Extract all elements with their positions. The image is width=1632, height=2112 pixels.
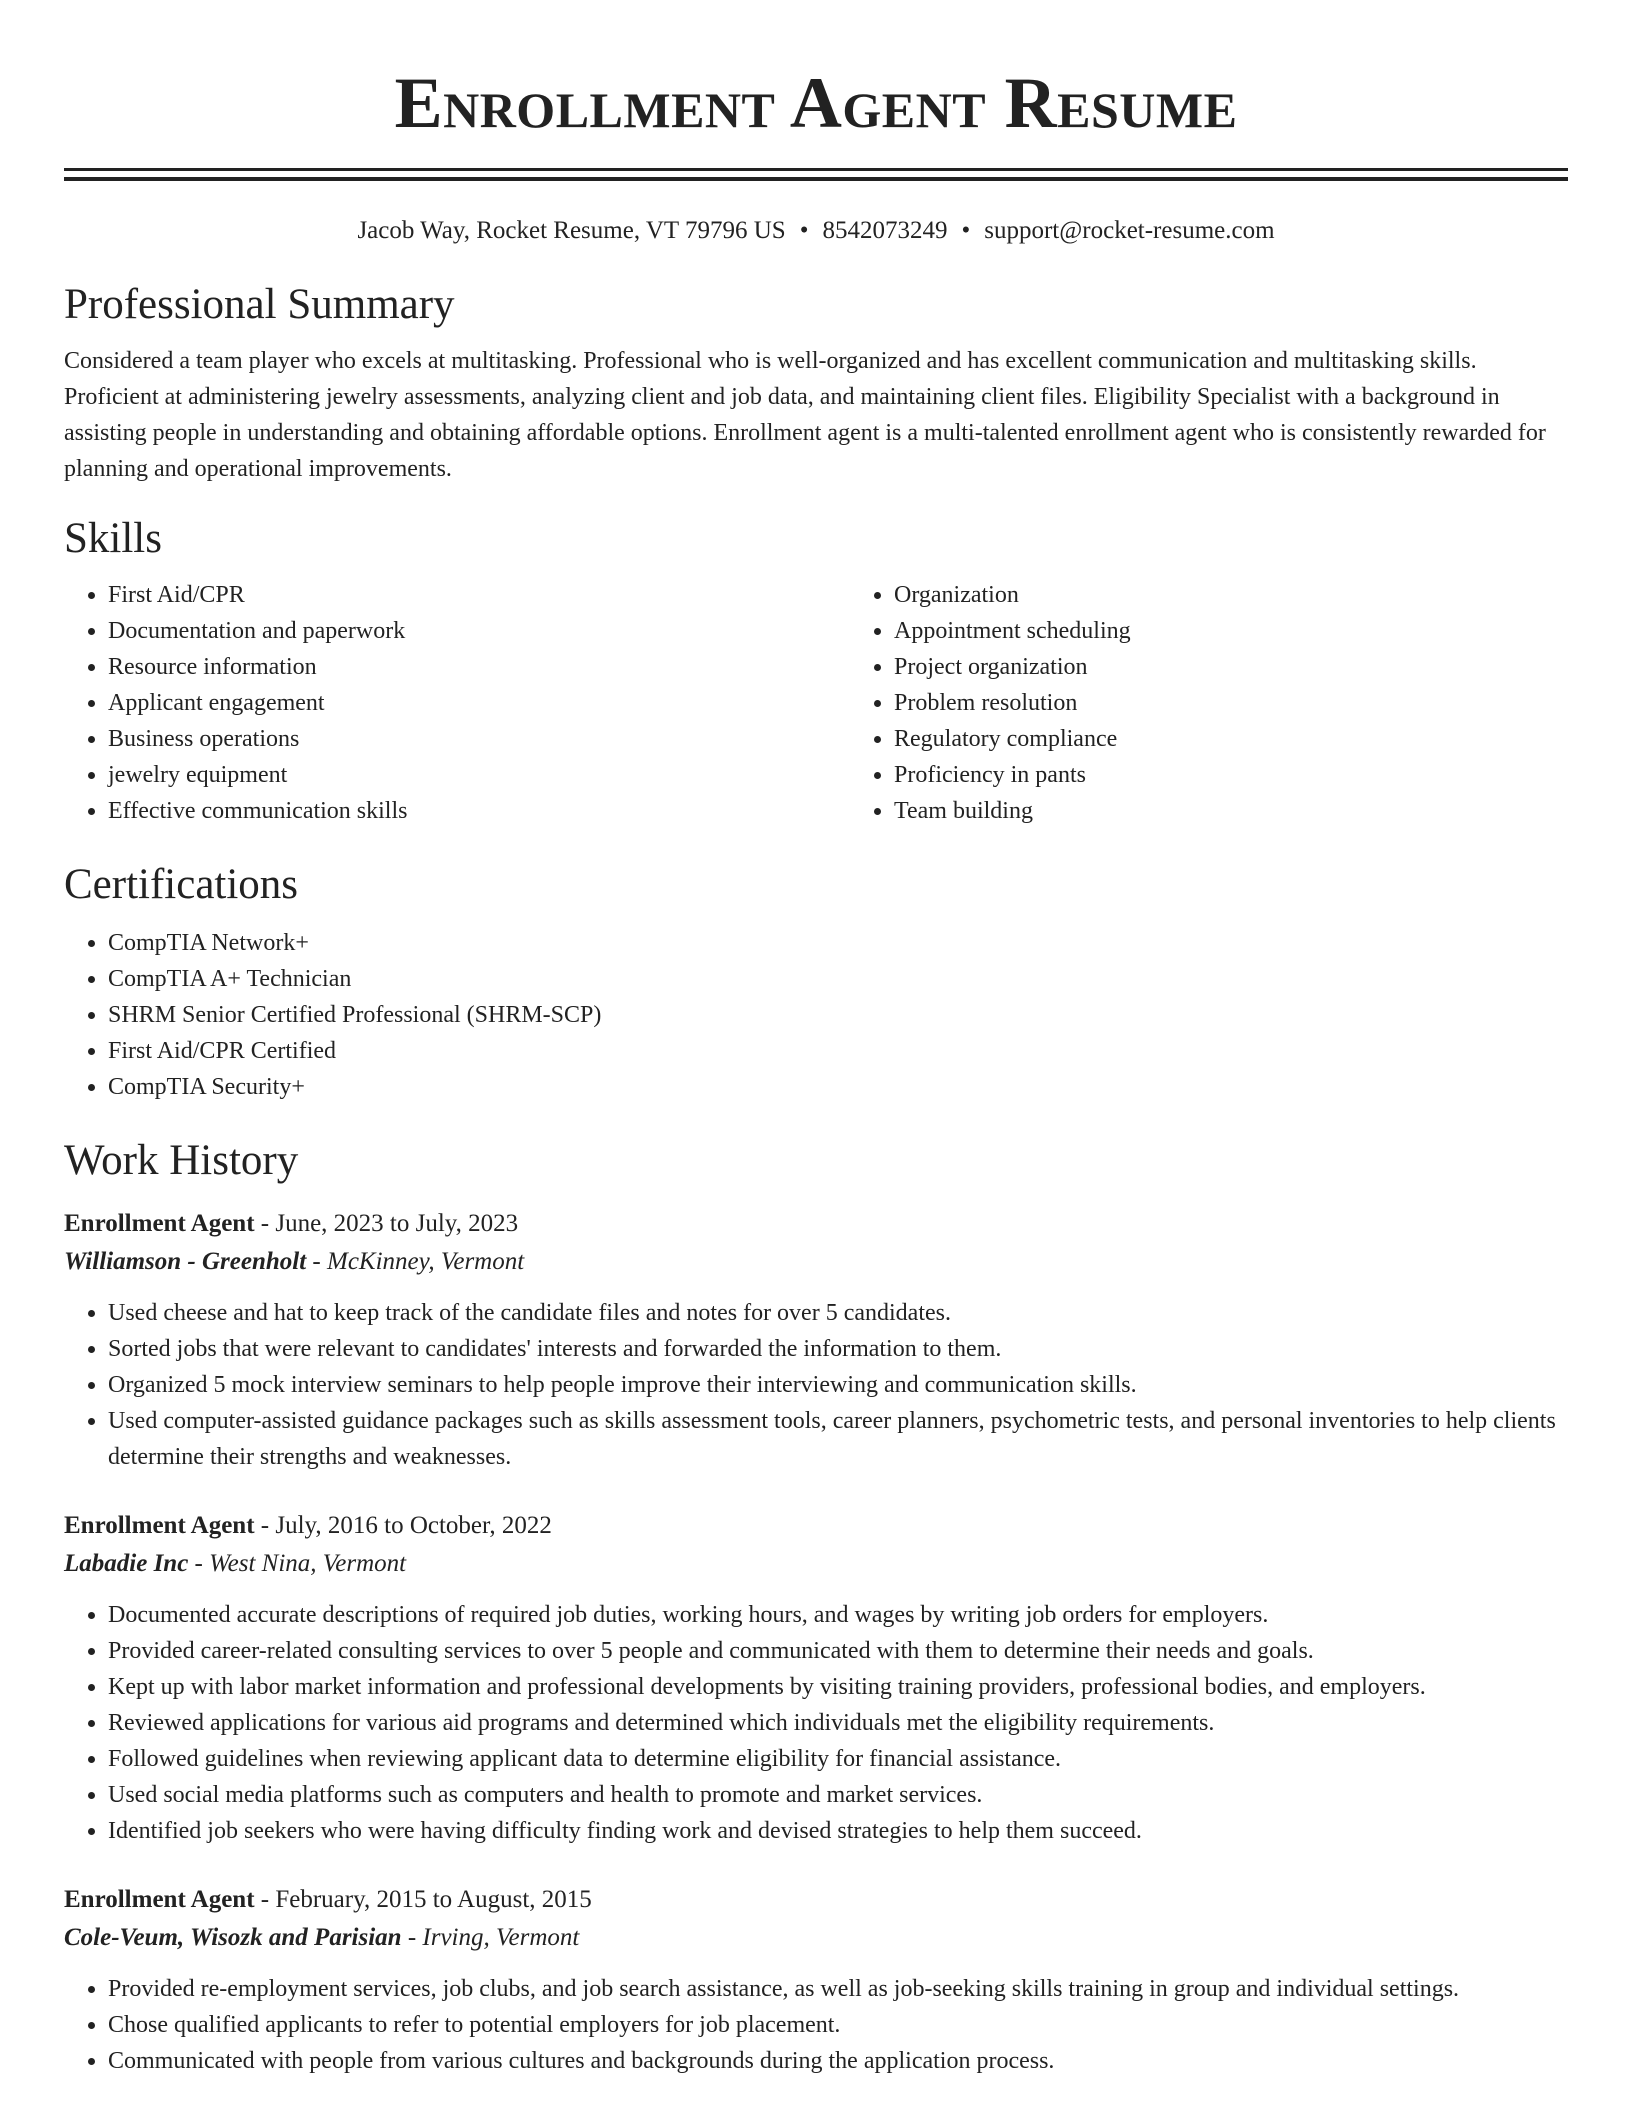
job-bullet: • Used computer-assisted guidance packages such as skills assessment tools, career planners, psychometric tests, and personal inventories to help clients determine their strengths and weaknesses. xyxy=(108,1403,1568,1475)
job-bullet: • Communicated with people from various cultures and backgrounds during the application process. xyxy=(108,2043,1568,2079)
job-dates: - February, 2015 to August, 2015 xyxy=(254,1886,592,1913)
contact-separator: • xyxy=(799,217,809,244)
skills-heading: Skills xyxy=(64,515,162,562)
job-entry xyxy=(64,1205,1568,1475)
work-history-heading: Work History xyxy=(64,1137,299,1184)
skill-item: • Applicant engagement xyxy=(108,685,850,721)
skill-item: • Problem resolution xyxy=(894,685,1568,721)
job-bullet: • Used cheese and hat to keep track of the candidate files and notes for over 5 candidates. xyxy=(108,1295,1568,1331)
skill-item: • Organization xyxy=(894,577,1568,613)
job-bullet: • Sorted jobs that were relevant to candidates' interests and forwarded the information to them. xyxy=(108,1331,1568,1367)
job-company: Labadie Inc xyxy=(64,1550,189,1577)
job-bullets xyxy=(64,1295,1568,1475)
job-company: Williamson - Greenholt xyxy=(64,1248,307,1275)
job-bullets xyxy=(64,1971,1568,2079)
job-bullets xyxy=(64,1597,1568,1849)
skill-item: • Resource information xyxy=(108,649,850,685)
certifications-list xyxy=(64,925,1568,1105)
job-title-line xyxy=(64,1205,1568,1243)
skill-item: • Team building xyxy=(894,793,1568,829)
skills-list-left xyxy=(64,577,850,829)
resume-content xyxy=(64,0,1568,2079)
job-entry xyxy=(64,1507,1568,1849)
skill-item: • First Aid/CPR xyxy=(108,577,850,613)
job-bullet: • Identified job seekers who were having difficulty finding work and devised strategies to help them succeed. xyxy=(108,1813,1568,1849)
skill-item: • Effective communication skills xyxy=(108,793,850,829)
skill-item: • Regulatory compliance xyxy=(894,721,1568,757)
job-company-line xyxy=(64,1243,1568,1281)
job-bullet: • Chose qualified applicants to refer to potential employers for job placement. xyxy=(108,2007,1568,2043)
contact-phone: 8542073249 xyxy=(822,217,948,244)
job-bullet: • Followed guidelines when reviewing applicant data to determine eligibility for financial assistance. xyxy=(108,1741,1568,1777)
summary-text: Considered a team player who excels at multitasking. Professional who is well-organized and has excellent communication and multitasking skills. Proficient at administering jewelry assessments, analyzing client and job data, and maintaining client files. Eligibility Specialist with a background in assisting people in understanding and obtaining affordable options. Enrollment agent is a multi-talented enrollment agent who is consistently rewarded for planning and operational improvements. xyxy=(64,348,1546,482)
skill-item: • Proficiency in pants xyxy=(894,757,1568,793)
contact-separator: • xyxy=(961,217,971,244)
work-history-list xyxy=(64,1205,1568,2079)
job-role: Enrollment Agent xyxy=(64,1512,255,1539)
job-bullet: • Reviewed applications for various aid programs and determined which individuals met the eligibility requirements. xyxy=(108,1705,1568,1741)
job-company: Cole-Veum, Wisozk and Parisian xyxy=(64,1924,402,1951)
job-dates: - July, 2016 to October, 2022 xyxy=(254,1512,552,1539)
job-location: - West Nina, Vermont xyxy=(188,1550,407,1577)
job-bullet: • Provided re-employment services, job clubs, and job search assistance, as well as job-seeking skills training in group and individual settings. xyxy=(108,1971,1568,2007)
skill-item: • Project organization xyxy=(894,649,1568,685)
skill-item: • Documentation and paperwork xyxy=(108,613,850,649)
contact-email: support@rocket-resume.com xyxy=(984,217,1275,244)
contact-address: Jacob Way, Rocket Resume, VT 79796 US xyxy=(357,217,786,244)
skill-item: • Business operations xyxy=(108,721,850,757)
certification-item: • CompTIA Security+ xyxy=(108,1069,1568,1105)
job-entry xyxy=(64,1881,1568,2079)
summary-heading: Professional Summary xyxy=(64,281,455,328)
title-divider-top xyxy=(64,168,1568,171)
certification-item: • SHRM Senior Certified Professional (SHRM-SCP) xyxy=(108,997,1568,1033)
job-role: Enrollment Agent xyxy=(64,1210,255,1237)
skills-list-right xyxy=(850,577,1568,829)
certification-item: • CompTIA Network+ xyxy=(108,925,1568,961)
resume-title: Enrollment Agent Resume xyxy=(394,63,1238,143)
skill-item: • Appointment scheduling xyxy=(894,613,1568,649)
job-bullet: • Provided career-related consulting services to over 5 people and communicated with them to determine their needs and goals. xyxy=(108,1633,1568,1669)
title-divider-bottom xyxy=(64,177,1568,181)
job-company-line xyxy=(64,1545,1568,1583)
job-company-line xyxy=(64,1919,1568,1957)
certification-item: • First Aid/CPR Certified xyxy=(108,1033,1568,1069)
job-location: - McKinney, Vermont xyxy=(306,1248,525,1275)
skill-item: • jewelry equipment xyxy=(108,757,850,793)
job-bullet: • Documented accurate descriptions of required job duties, working hours, and wages by writing job orders for employers. xyxy=(108,1597,1568,1633)
job-bullet: • Kept up with labor market information and professional developments by visiting training providers, professional bodies, and employers. xyxy=(108,1669,1568,1705)
job-title-line xyxy=(64,1507,1568,1545)
job-title-line xyxy=(64,1881,1568,1919)
job-dates: - June, 2023 to July, 2023 xyxy=(254,1210,519,1237)
job-location: - Irving, Vermont xyxy=(401,1924,580,1951)
certifications-heading: Certifications xyxy=(64,861,299,908)
skills-columns xyxy=(64,577,1568,829)
contact-line xyxy=(64,215,1568,247)
job-bullet: • Organized 5 mock interview seminars to help people improve their interviewing and communication skills. xyxy=(108,1367,1568,1403)
job-bullet: • Used social media platforms such as computers and health to promote and market services. xyxy=(108,1777,1568,1813)
certification-item: • CompTIA A+ Technician xyxy=(108,961,1568,997)
job-role: Enrollment Agent xyxy=(64,1886,255,1913)
